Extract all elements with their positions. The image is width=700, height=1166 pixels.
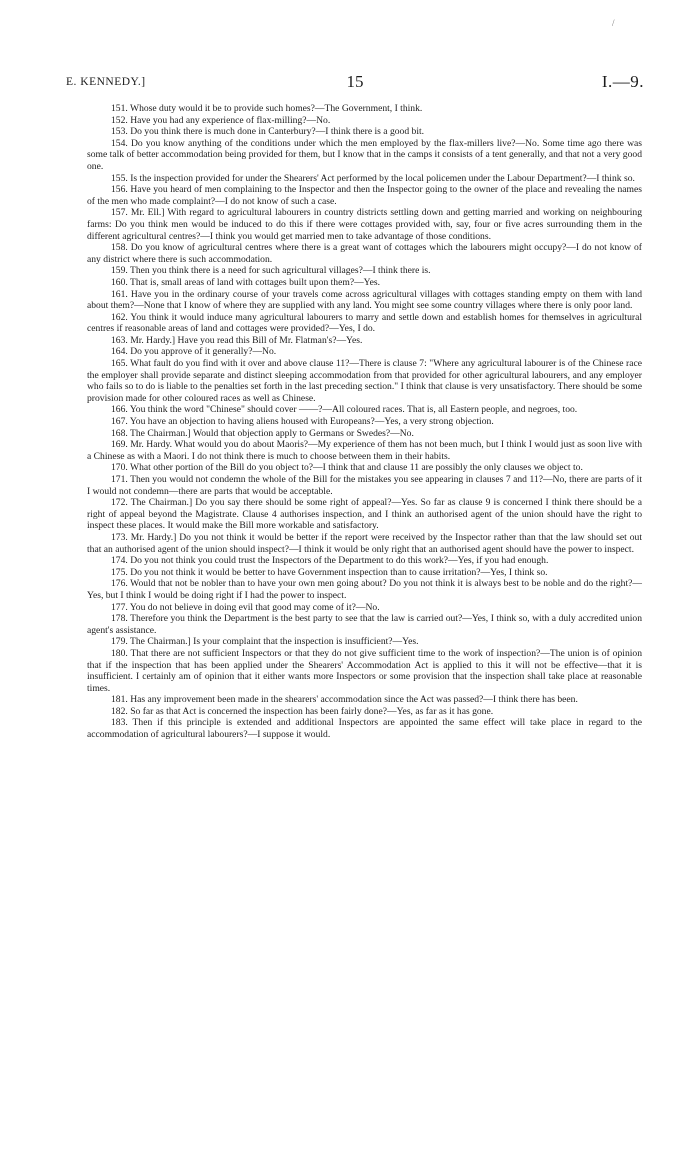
evidence-paragraph: 167. You have an objection to having aliens housed with Europeans?—Yes, a very strong objection. [111, 416, 494, 428]
evidence-paragraph: 174. Do you not think you could trust the Inspectors of the Department to do this work?—Yes, if you had enough. [111, 555, 549, 567]
running-header [66, 74, 644, 94]
evidence-paragraph: 183. Then if this principle is extended and additional Inspectors are appointed the same effect will take place in regard to the accommodation of agricultural labourers?—I suppose it would. [87, 717, 642, 741]
evidence-paragraph: 154. Do you know anything of the conditions under which the men employed by the flax-millers live?—No. Some time ago there was some talk of better accommodation being provided for them, but I know that in the camps it consists of a tent generally, and that not a very good one. [87, 137, 642, 172]
evidence-paragraph: 179. The Chairman.] Is your complaint that the inspection is insufficient?—Yes. [111, 636, 419, 648]
evidence-paragraph: 171. Then you would not condemn the whole of the Bill for the mistakes you see appearing in clauses 7 and 11?—No, there are parts of it I would not condemn—there are parts that would be acceptable. [87, 474, 642, 497]
evidence-paragraph: 176. Would that not be nobler than to have your own men going about? Do you not think it is always best to be noble and do the right?—Yes, but I think I would be doing right if I had the power to inspect. [87, 578, 642, 601]
evidence-paragraph: 166. You think the word "Chinese" should cover ——?—All coloured races. That is, all Eastern people, and negroes, too. [111, 404, 578, 416]
evidence-paragraph: 151. Whose duty would it be to provide such homes?—The Government, I think. [111, 103, 423, 114]
evidence-paragraph: 159. Then you think there is a need for such agricultural villages?—I think there is. [111, 265, 431, 277]
evidence-paragraph: 163. Mr. Hardy.] Have you read this Bill of Mr. Flatman's?—Yes. [111, 334, 363, 346]
evidence-paragraph: 178. Therefore you think the Department is the best party to see that the law is carried out?—Yes, I think so, with a duly accredited union agent's assistance. [87, 613, 642, 636]
evidence-paragraph: 152. Have you had any experience of flax-milling?—No. [111, 114, 331, 126]
evidence-paragraph: 181. Has any improvement been made in the shearers' accommodation since the Act was passed?—I think there has been. [111, 694, 578, 706]
evidence-paragraph: 158. Do you know of agricultural centres where there is a great want of cottages which the labourers might occupy?—I do not know of any district where there is such accommodation. [87, 242, 642, 265]
evidence-paragraph: 168. The Chairman.] Would that objection apply to Germans or Swedes?—No. [111, 427, 414, 439]
evidence-paragraph: 177. You do not believe in doing evil that good may come of it?—No. [111, 601, 380, 613]
evidence-paragraph: 172. The Chairman.] Do you say there should be some right of appeal?—Yes. So far as clause 9 is concerned I think there should be a right of appeal beyond the Magistrate. Clause 4 authorises inspection, and I think an authorised agent of the union should have the right to inspect these places. It would make the Bill more workable and satisfactory. [87, 497, 642, 532]
evidence-paragraph: 157. Mr. Ell.] With regard to agricultural labourers in country districts settling down and getting married and working on neighbouring farms: Do you think men would be induced to do this if there were cottages provided with, say, four or five acres surrounding them in the different agricultural centres?—I think you would get married men to take advantage of those conditions. [87, 207, 642, 242]
evidence-paragraph: 155. Is the inspection provided for under the Shearers' Act performed by the local policemen under the Labour Department?—I think so. [111, 172, 635, 184]
paper-reference: I.—9. [601, 72, 644, 91]
evidence-paragraph: 153. Do you think there is much done in Canterbury?—I think there is a good bit. [111, 126, 425, 138]
evidence-paragraph: 161. Have you in the ordinary course of your travels come across agricultural villages with cottages standing empty on them with land about them?—None that I know of where they are supplied with any land. You might see some country villages where there is only poor land. [87, 288, 642, 312]
evidence-paragraph: 182. So far as that Act is concerned the inspection has been fairly done?—Yes, as far as it has gone. [111, 705, 494, 717]
evidence-paragraph: 169. Mr. Hardy. What would you do about Maoris?—My experience of them has not been much, but I think I would just as soon live with a Chinese as with a Maori. I do not think there is much to choose between them in their habits. [87, 439, 642, 462]
evidence-paragraph: 164. Do you approve of it generally?—No. [111, 346, 277, 358]
evidence-paragraph: 180. That there are not sufficient Inspectors or that they do not give sufficient time to the work of inspection?—The union is of opinion that if the inspection that has been applied under the Shearers' Accommodation Act is applied to this it will not be effective—that it is insufficient. I certainly am of opinion that it either wants more Inspectors or some provision that the inspection shall take place at reasonable times. [87, 647, 642, 694]
header-witness-name: E. KENNEDY.] [66, 76, 146, 88]
evidence-paragraph: 160. That is, small areas of land with cottages built upon them?—Yes. [111, 276, 381, 288]
corner-mark: / [612, 18, 615, 28]
evidence-paragraph: 156. Have you heard of men complaining to the Inspector and then the Inspector going to the owner of the place and revealing the names of the men who made complaint?—I do not know of such a case. [87, 184, 642, 207]
evidence-paragraph: 173. Mr. Hardy.] Do you not think it would be better if the report were received by the Inspector rather than that the law should set out that an authorised agent of the union should inspect?—I think it would be only right that an authorised agent should have the power to inspect. [87, 531, 642, 555]
page-number: 15 [346, 72, 364, 91]
evidence-text [87, 103, 642, 741]
evidence-paragraph: 175. Do you not think it would be better to have Government inspection than to cause irritation?—Yes, I think so. [111, 566, 548, 578]
evidence-paragraph: 170. What other portion of the Bill do you object to?—I think that and clause 11 are possibly the only clauses we object to. [111, 462, 583, 474]
evidence-paragraph: 165. What fault do you find with it over and above clause 11?—There is clause 7: "Where any agricultural labourer is of the Chinese race the employer shall provide separate and distinct sleeping accommodation from that provided for other agricultural labourers, and any employer who fails so to do is liable to the penalties set forth in the last preceding section." I think that clause is very unsatisfactory. There should be some provision made for other coloured races as well as Chinese. [87, 358, 642, 404]
evidence-paragraph: 162. You think it would induce many agricultural labourers to marry and settle down and establish homes for themselves in agricultural centres if reasonable areas of land and cottages were provided?—Yes, I do. [87, 311, 642, 335]
